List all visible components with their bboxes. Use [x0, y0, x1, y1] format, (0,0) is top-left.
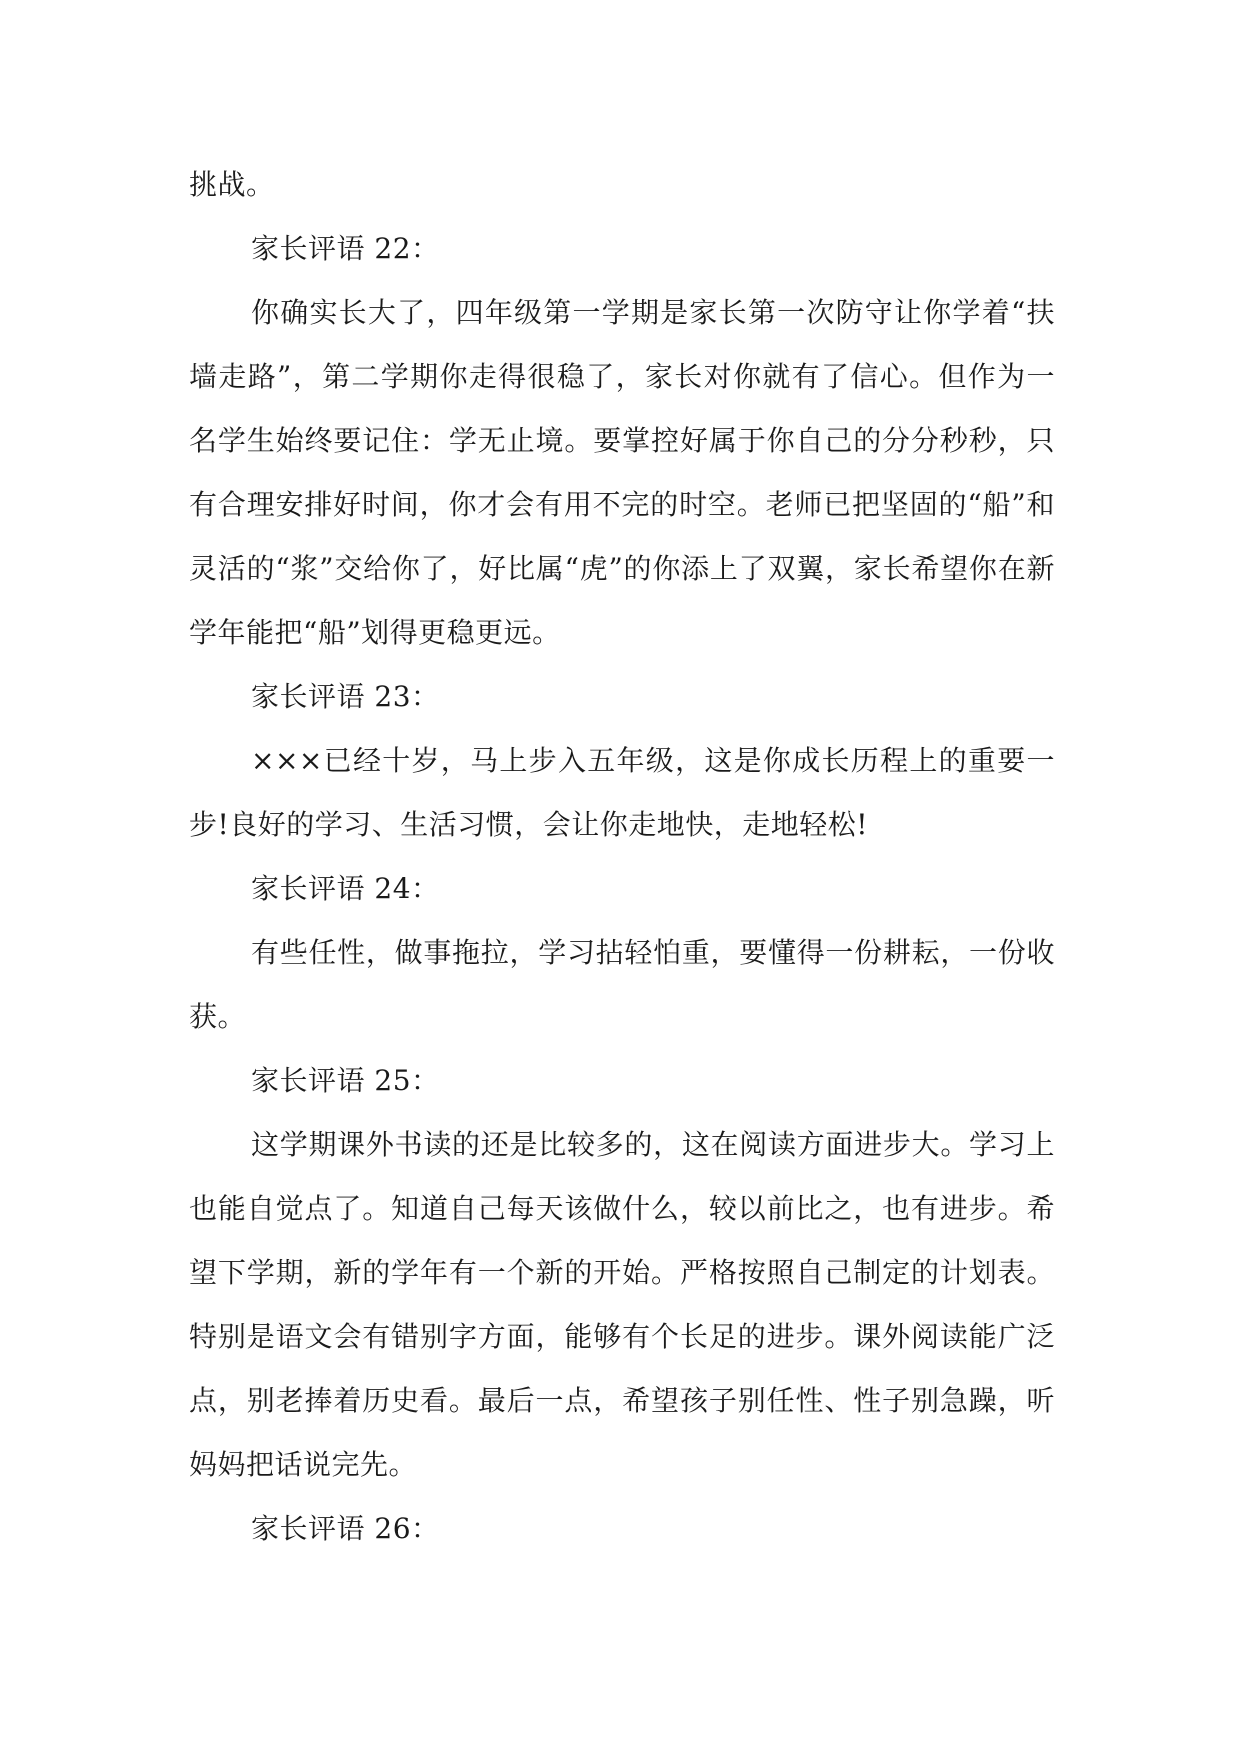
comment-heading-23: 家长评语 23：: [251, 680, 440, 713]
comment-paragraph-25: 这学期课外书读的还是比较多的，这在阅读方面进步大。学习上也能自觉点了。知道自己每天该做什么，较以前比之，也有进步。希望下学期，新的学年有一个新的开始。严格按照自己制定的计划表。特别是语文会有错别字方面，能够有个长足的进步。课外阅读能广泛点，别老捧着历史看。最后一点，希望孩子别任性、性子别急躁，听妈妈把话说完先。: [189, 1128, 1055, 1481]
comment-paragraph-22: 你确实长大了，四年级第一学期是家长第一次防守让你学着“扶墙走路”，第二学期你走得很稳了，家长对你就有了信心。但作为一名学生始终要记住：学无止境。要掌控好属于你自己的分分秒秒，只有合理安排好时间，你才会有用不完的时空。老师已把坚固的“船”和灵活的“浆”交给你了，好比属“虎”的你添上了双翼，家长希望你在新学年能把“船”划得更稳更远。: [189, 296, 1055, 649]
comment-heading-26: 家长评语 26：: [251, 1512, 440, 1545]
comment-paragraph-24: 有些任性，做事拖拉，学习拈轻怕重，要懂得一份耕耘，一份收获。: [189, 936, 1055, 1033]
continuation-text: 挑战。: [189, 168, 275, 201]
comment-heading-24: 家长评语 24：: [251, 872, 440, 905]
document-body: [189, 153, 1055, 1561]
comment-heading-25: 家长评语 25：: [251, 1064, 440, 1097]
comment-heading-22: 家长评语 22：: [251, 232, 440, 265]
comment-paragraph-23: ×××已经十岁，马上步入五年级，这是你成长历程上的重要一步!良好的学习、生活习惯，会让你走地快，走地轻松!: [189, 744, 1055, 841]
